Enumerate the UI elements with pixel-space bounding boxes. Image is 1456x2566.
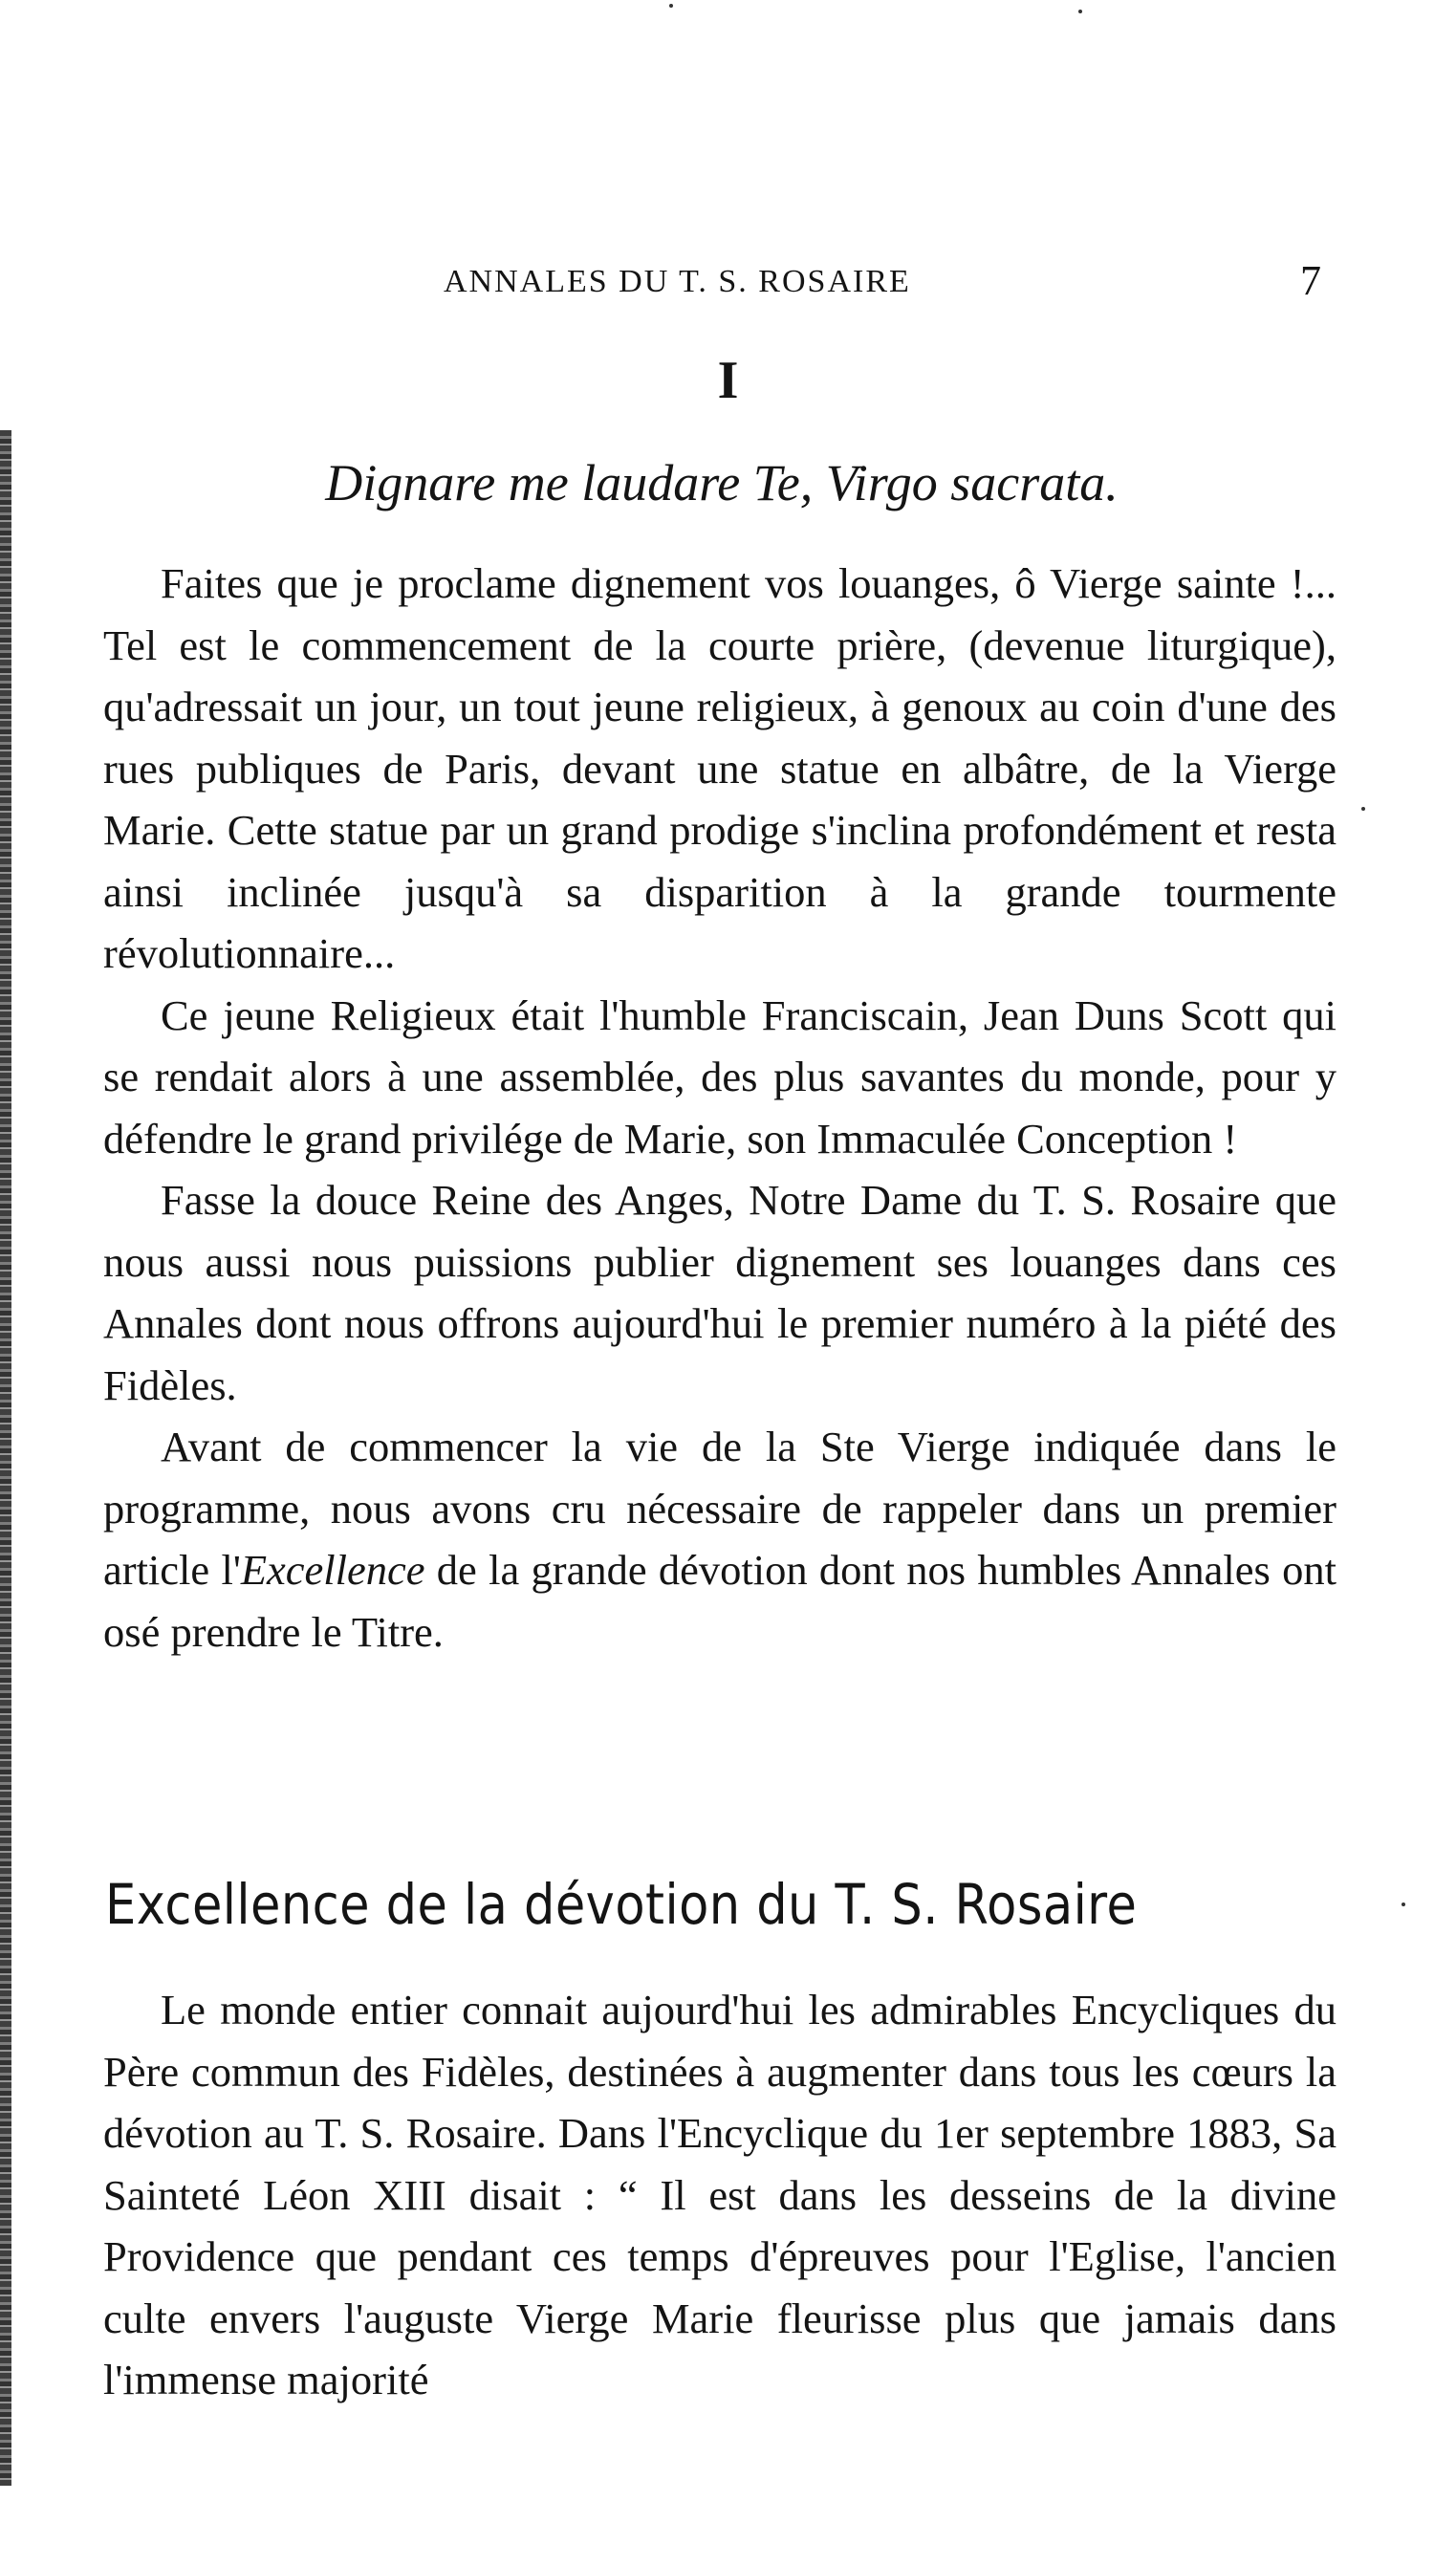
paragraph: Ce jeune Religieux était l'humble Franciscain, Jean Duns Scott qui se rendait alors à une assemblée, des plus savantes du monde, pour y défendre le grand privilége de Marie, son Immaculée Conception ! <box>103 990 1336 1163</box>
paragraph <box>103 1416 1336 1663</box>
paragraph: Faites que je proclame dignement vos louanges, ô Vierge sainte !... Tel est le commencement de la courte prière, (devenue liturgique), qu'adressait un jour, un tout jeune religieux, à genoux au coin d'une des rues publiques de Paris, devant une statue en albâtre, de la Vierge Marie. Cette statue par un grand prodige s'inclina profondément et resta ainsi inclinée jusqu'à sa disparition à la grande tourmente révolutionnaire... <box>103 559 1336 977</box>
italic-word: Excellence <box>240 1546 425 1594</box>
running-title: ANNALES DU T. S. ROSAIRE <box>444 264 911 299</box>
scan-speck <box>1361 807 1365 811</box>
scan-speck <box>669 4 673 8</box>
article-heading: Excellence de la dévotion du T. S. Rosaire <box>105 1872 1138 1937</box>
paragraph: Fasse la douce Reine des Anges, Notre Dame du T. S. Rosaire que nous aussi nous puissions publier dignement ses louanges dans ces Annales dont nous offrons aujourd'hui le premier numéro à la piété des Fidèles. <box>103 1176 1336 1409</box>
article-text <box>103 1979 1336 2411</box>
section-number: I <box>717 351 739 410</box>
binding-edge <box>0 430 11 2486</box>
paragraph-text: Avant de commencer la vie de la Ste Vierge indiquée dans le programme, nous avons cru nécessaire de rappeler dans un premier article l' <box>103 1423 1336 1594</box>
scan-speck <box>1078 10 1082 13</box>
page-header <box>0 257 1456 308</box>
intro-text <box>103 553 1336 1663</box>
paragraph-text: de la grande dévotion dont nos humbles Annales ont osé prendre le Titre. <box>103 1546 1337 1656</box>
paragraph: Le monde entier connait aujourd'hui les admirables Encycliques du Père commun des Fidèles, destinées à augmenter dans tous les cœurs la dévotion au T. S. Rosaire. Dans l'Encyclique du 1er septembre 1883, Sa Sainteté Léon XIII disait : “ Il est dans les desseins de la divine Providence que pendant ces temps d'épreuves pour l'Eglise, l'ancien culte envers l'auguste Vierge Marie fleurisse plus que jamais dans l'immense majorité <box>103 1986 1336 2403</box>
epigraph: Dignare me laudare Te, Virgo sacrata. <box>325 454 1119 511</box>
page-number: 7 <box>1300 257 1321 304</box>
scan-speck <box>1402 1903 1405 1906</box>
